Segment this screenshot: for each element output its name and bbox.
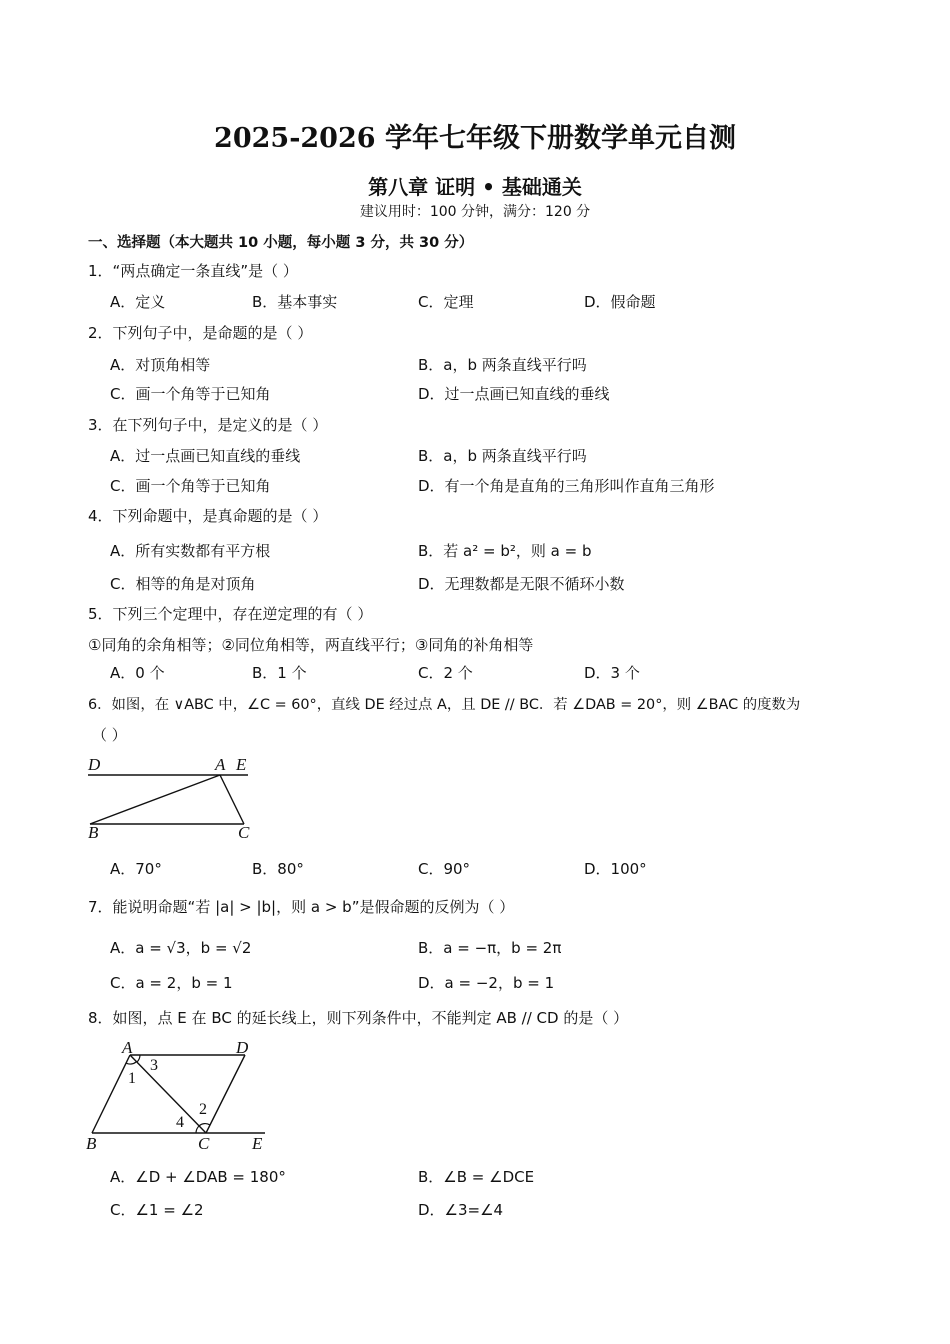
q3-option-b: B．a，b 两条直线平行吗 — [418, 447, 587, 465]
label-a: A — [122, 1038, 133, 1057]
q3-option-a: A．过一点画已知直线的垂线 — [110, 447, 301, 465]
q2-option-c: C．画一个角等于已知角 — [110, 385, 271, 403]
label-c: C — [198, 1134, 210, 1153]
q1-option-b: B．基本事实 — [252, 293, 338, 311]
q4-option-b: B．若 a² = b²，则 a = b — [418, 542, 592, 560]
q2-option-d: D．过一点画已知直线的垂线 — [418, 385, 610, 403]
segment-ab — [90, 775, 220, 824]
question-5: 5．下列三个定理中，存在逆定理的有（ ） — [88, 605, 373, 623]
segment-ac — [220, 775, 244, 824]
segment-ac — [130, 1055, 206, 1133]
label-4: 4 — [176, 1114, 184, 1131]
document-title: 2025-2026 学年七年级下册数学单元自测 — [214, 123, 736, 154]
time-info: 建议用时：100 分钟，满分：120 分 — [359, 204, 591, 220]
q1-option-a: A．定义 — [110, 293, 166, 311]
label-a: A — [215, 755, 226, 774]
question-2: 2．下列句子中，是命题的是（ ） — [88, 324, 313, 342]
q6-option-c: C．90° — [418, 860, 471, 878]
q8-option-b: B．∠B = ∠DCE — [418, 1168, 535, 1186]
angle-arc-1 — [126, 1062, 136, 1064]
q2-option-a: A．对顶角相等 — [110, 356, 211, 374]
label-e: E — [252, 1134, 263, 1153]
angle-arc-2 — [199, 1124, 210, 1126]
chapter-subtitle: 第八章 证明 • 基础通关 — [368, 175, 582, 199]
q5-option-c: C．2 个 — [418, 664, 473, 682]
q4-option-c: C．相等的角是对顶角 — [110, 575, 256, 593]
q5-option-a: A．0 个 — [110, 664, 165, 682]
q3-option-c: C．画一个角等于已知角 — [110, 477, 271, 495]
q8-parallelogram-figure — [80, 1035, 280, 1150]
q7-option-a: A．a = √3，b = √2 — [110, 939, 252, 957]
q4-option-a: A．所有实数都有平方根 — [110, 542, 271, 560]
q6-option-d: D．100° — [584, 860, 647, 878]
q6-option-b: B．80° — [252, 860, 304, 878]
q3-option-d: D．有一个角是直角的三角形叫作直角三角形 — [418, 477, 715, 495]
q8-option-c: C．∠1 = ∠2 — [110, 1201, 204, 1219]
question-8: 8．如图，点 E 在 BC 的延长线上，则下列条件中，不能判定 AB // CD 的是（ ） — [88, 1009, 629, 1027]
q1-option-c: C．定理 — [418, 293, 474, 311]
question-3: 3．在下列句子中，是定义的是（ ） — [88, 416, 328, 434]
label-e: E — [236, 755, 247, 774]
angle-arc-4 — [196, 1126, 199, 1133]
question-4: 4．下列命题中，是真命题的是（ ） — [88, 507, 328, 525]
label-d: D — [236, 1038, 249, 1057]
section-heading: 一、选择题（本大题共 10 小题，每小题 3 分，共 30 分） — [88, 235, 474, 251]
q5-option-d: D．3 个 — [584, 664, 640, 682]
label-c: C — [238, 823, 250, 842]
q7-option-b: B．a = −π，b = 2π — [418, 939, 562, 957]
q6-option-a: A．70° — [110, 860, 162, 878]
segment-dc — [206, 1055, 245, 1133]
question-6: 6．如图，在 ∨ABC 中，∠C = 60°，直线 DE 经过点 A，且 DE // BC．若 ∠DAB = 20°，则 ∠BAC 的度数为 — [88, 697, 801, 713]
q7-option-c: C．a = 2，b = 1 — [110, 974, 233, 992]
q8-option-a: A．∠D + ∠DAB = 180° — [110, 1168, 286, 1186]
q1-option-d: D．假命题 — [584, 293, 656, 311]
label-3: 3 — [150, 1057, 158, 1074]
angle-arc-3 — [137, 1055, 140, 1062]
label-b: B — [86, 1134, 97, 1153]
q5-option-b: B．1 个 — [252, 664, 307, 682]
q4-option-d: D．无理数都是无限不循环小数 — [418, 575, 625, 593]
label-d: D — [88, 755, 101, 774]
question-1: 1．“两点确定一条直线”是（ ） — [88, 262, 298, 280]
question-6-cont: （ ） — [92, 726, 127, 744]
segment-ab — [92, 1055, 130, 1133]
question-7: 7．能说明命题“若 |a| > |b|，则 a > b”是假命题的反例为（ ） — [88, 898, 515, 916]
label-2: 2 — [199, 1101, 207, 1118]
q5-statement: ①同角的余角相等；②同位角相等，两直线平行；③同角的补角相等 — [88, 636, 534, 654]
label-b: B — [88, 823, 99, 842]
q7-option-d: D．a = −2，b = 1 — [418, 974, 555, 992]
q2-option-b: B．a，b 两条直线平行吗 — [418, 356, 587, 374]
label-1: 1 — [128, 1070, 136, 1087]
q8-option-d: D．∠3=∠4 — [418, 1201, 504, 1219]
